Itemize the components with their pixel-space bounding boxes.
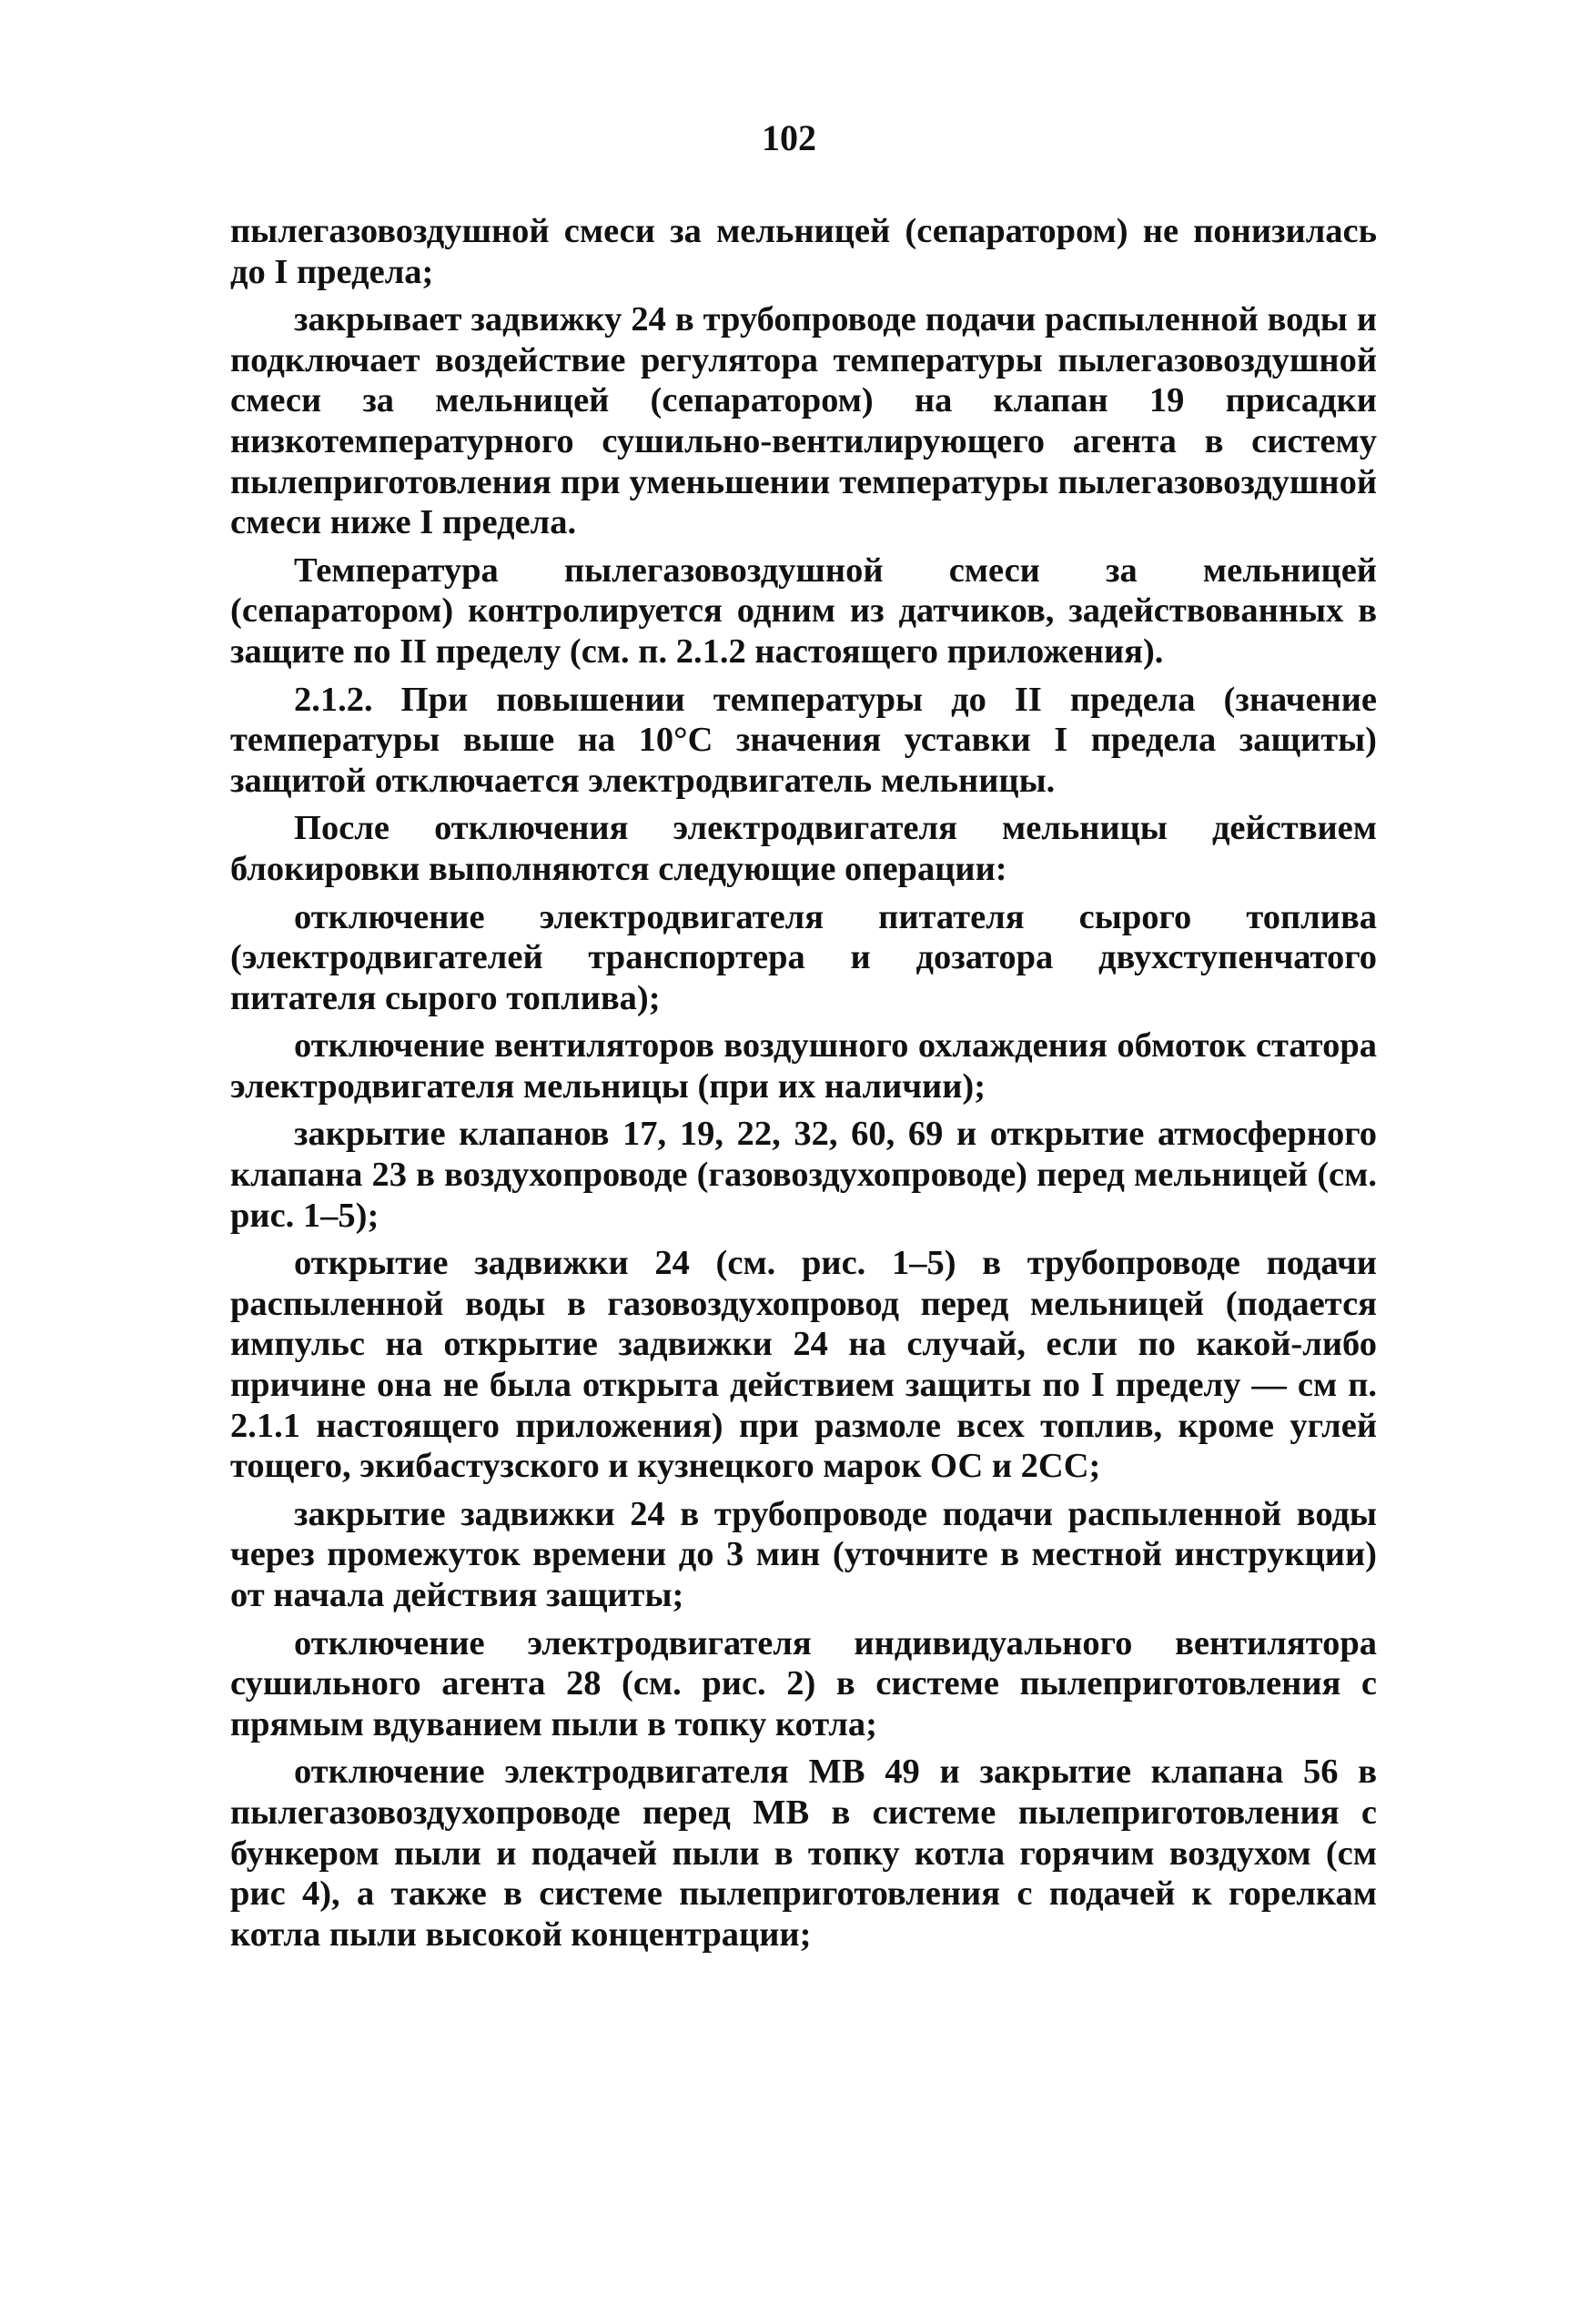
paragraph-after-shutdown: После отключения электродвигателя мельницы действием блокировки выполняются следующие операции: xyxy=(230,809,1377,888)
paragraph-feeder-shutdown: отключение электродвигателя питателя сырого топлива (электродвигателей транспортера и дозатора двухступенчатого питателя сырого топлива); xyxy=(230,897,1377,1017)
paragraph-fans-shutdown: отключение вентиляторов воздушного охлаждения обмоток статора электродвигателя мельницы (при их наличии); xyxy=(230,1026,1377,1106)
paragraph-valves-closing: закрытие клапанов 17, 19, 22, 32, 60, 69 и открытие атмосферного клапана 23 в воздухопроводе (газовоздухопроводе) перед мельницей (см. рис. 1–5); xyxy=(230,1115,1377,1235)
document-body xyxy=(230,211,1377,1955)
paragraph-temperature-control: Температура пылегазовоздушной смеси за мельницей (сепаратором) контролируется одним из датчиков, задействованных в защите по II пределу (см. п. 2.1.2 настоящего приложения). xyxy=(230,551,1377,671)
paragraph-continuation: пылегазовоздушной смеси за мельницей (сепаратором) не понизилась до I предела; xyxy=(230,212,1377,291)
paragraph-dryer-fan-shutdown: отключение электродвигателя индивидуального вентилятора сушильного агента 28 (см. рис. 2) в системе пылеприготовления с прямым вдуванием пыли в топку котла; xyxy=(230,1623,1377,1743)
paragraph-close-valve: закрывает задвижку 24 в трубопроводе подачи распыленной воды и подключает воздействие регулятора температуры пылегазовоздушной смеси за мельницей (сепаратором) на клапан 19 присадки низкотемпературного сушильно-вентилирующего агента в систему пылеприготовления при уменьшении температуры пылегазовоздушной смеси ниже I предела. xyxy=(230,300,1377,542)
paragraph-section-2-1-2: 2.1.2. При повышении температуры до II предела (значение температуры выше на 10°C значения уставки I предела защиты) защитой отключается электродвигатель мельницы. xyxy=(230,680,1377,800)
paragraph-valve-opening: открытие задвижки 24 (см. рис. 1–5) в трубопроводе подачи распыленной воды в газовоздухопровод перед мельницей (подается импульс на открытие задвижки 24 на случай, если по какой-либо причине она не была открыта действием защиты по I пределу — см п. 2.1.1 настоящего приложения) при размоле всех топлив, кроме углей тощего, экибастузского и кузнецкого марок ОС и 2СС; xyxy=(230,1244,1377,1486)
page-number: 102 xyxy=(762,117,816,158)
paragraph-mv-shutdown: отключение электродвигателя МВ 49 и закрытие клапана 56 в пылегазовоздухопроводе перед МВ в системе пылеприготовления с бункером пыли и подачей пыли в топку котла горячим воздухом (см рис 4), а также в системе пылеприготовления с подачей к горелкам котла пыли высокой концентрации; xyxy=(230,1753,1377,1954)
paragraph-valve-closing-delay: закрытие задвижки 24 в трубопроводе подачи распыленной воды через промежуток времени до 3 мин (уточните в местной инструкции) от начала действия защиты; xyxy=(230,1494,1377,1614)
